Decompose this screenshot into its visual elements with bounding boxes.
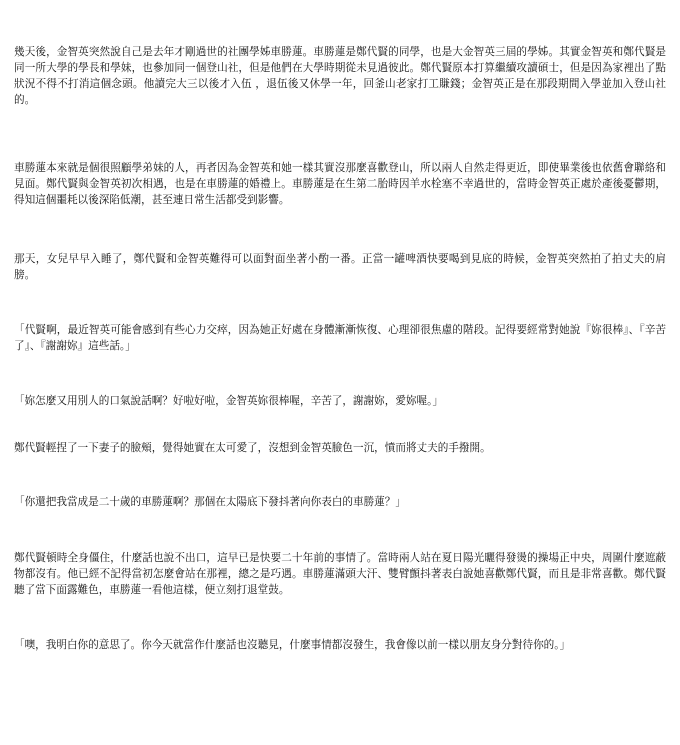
paragraph-8: 鄭代賢頓時全身僵住，什麼話也說不出口，這早已是快要二十年前的事情了。當時兩人站在夏日陽光曬得發燙的操場正中央，周圍什麼遮蔽物都沒有。他已經不記得當初怎麼會站在那裡，總之是巧遇。車勝蓮滿頭大汗、雙臂顫抖著表白說她喜歡鄭代賢，而且是非常喜歡。鄭代賢聽了當下面露難色，車勝蓮一看他這樣，便立刻打退堂鼓。 [14,552,666,596]
paragraph-3: 那天，女兒早早入睡了，鄭代賢和金智英難得可以面對面坐著小酌一番。正當一罐啤酒快要喝到見底的時候，金智英突然拍了拍丈夫的肩膀。 [14,253,666,281]
paragraph-2: 車勝蓮本來就是個很照顧學弟妹的人，再者因為金智英和她一樣其實沒那麼喜歡登山，所以兩人自然走得更近，即使畢業後也依舊會聯絡和見面。鄭代賢與金智英初次相遇，也是在車勝蓮的婚禮上。車勝蓮是在生第二胎時因羊水栓塞不幸過世的，當時金智英正處於產後憂鬱期，得知這個噩耗以後深陷低潮，甚至連日常生活都受到影響。 [14,162,666,206]
paragraph-4-dialogue: 「代賢啊，最近智英可能會感到有些心力交瘁，因為她正好處在身體漸漸恢復、心理卻很焦慮的階段。記得要經常對她說『妳很棒』、『辛苦了』、『謝謝妳』這些話。」 [14,324,666,352]
paragraph-1: 幾天後，金智英突然說自己是去年才剛過世的社團學姊車勝蓮。車勝蓮是鄭代賢的同學，也是大金智英三屆的學姊。其實金智英和鄭代賢是同一所大學的學長和學妹，也參加同一個登山社，但是他們在大學時期從未見過彼此。鄭代賢原本打算繼續攻讀碩士，但是因為家裡出了點狀況不得不打消這個念頭。他讀完大三以後才入伍 ，退伍後又休學一年，回釜山老家打工賺錢；金智英正是在那段期間入學並加入登山社的。 [14,46,666,106]
paragraph-5-dialogue: 「妳怎麼又用別人的口氣說話啊？好啦好啦，金智英妳很棒喔，辛苦了，謝謝妳，愛妳喔。」 [14,395,444,407]
paragraph-6: 鄭代賢輕捏了一下妻子的臉頰，覺得她實在太可愛了，沒想到金智英臉色一沉，憤而將丈夫的手撥開。 [14,442,491,454]
document-body [14,44,666,653]
paragraph-9-dialogue: 「噢，我明白你的意思了。你今天就當作什麼話也沒聽見，什麼事情都沒發生，我會像以前一樣以朋友身分對待你的。」 [14,639,571,651]
paragraph-7-dialogue: 「你還把我當成是二十歲的車勝蓮啊？那個在太陽底下發抖著向你表白的車勝蓮？」 [14,496,406,508]
